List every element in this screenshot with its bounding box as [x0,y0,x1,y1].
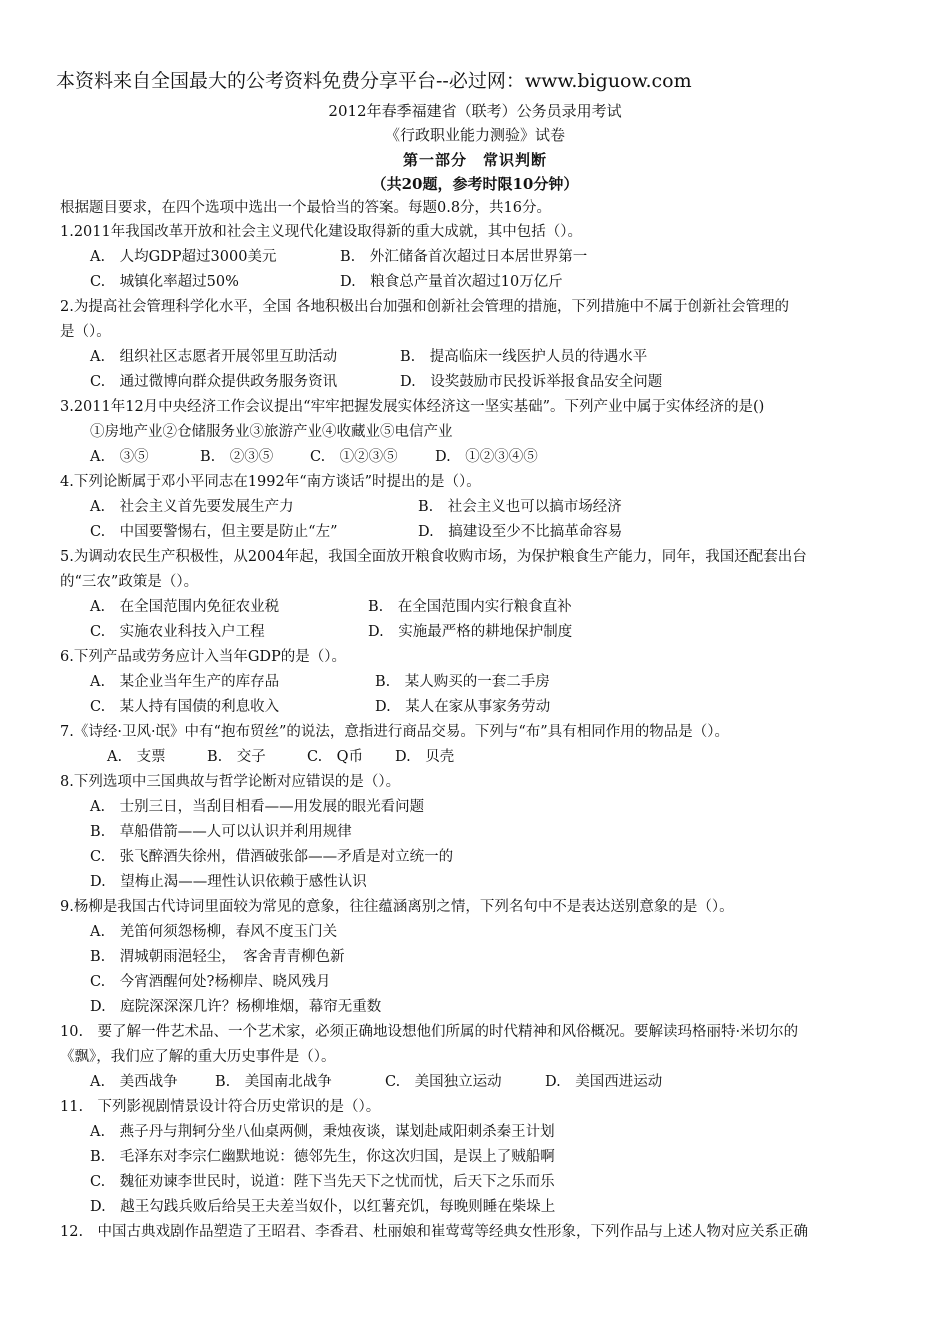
question-stem: 4.下列论断属于邓小平同志在1992年“南方谈话”时提出的是（）。 [60,474,481,490]
option-b: B. 提高临床一线医护人员的待遇水平 [400,349,648,365]
option-c: C. 城镇化率超过50% [90,274,239,290]
option-b: B. 在全国范围内实行粮食直补 [368,599,572,615]
question-stem-cont: ①房地产业②仓储服务业③旅游产业④收藏业⑤电信产业 [90,424,453,440]
option-a: A. 士别三日，当刮目相看——用发展的眼光看问题 [90,799,425,815]
option-a: A. 组织社区志愿者开展邻里互助活动 [90,349,338,365]
question-stem: 2.为提高社会管理科学化水平，全国 各地积极出台加强和创新社会管理的措施，下列措施中不属于创新社会管理的 [60,299,789,315]
source-line: 本资料来自全国最大的公考资料免费分享平台--必过网：www.biguow.com [56,70,692,92]
option-c: C. 某人持有国债的利息收入 [90,699,280,715]
option-c: C. Q币 [307,749,364,765]
question-stem: 10. 要了解一件艺术品、一个艺术家，必须正确地设想他们所属的时代精神和风俗概况。要解读玛格丽特·米切尔的 [60,1024,799,1040]
question-stem: 1.2011年我国改革开放和社会主义现代化建设取得新的重大成就，其中包括（）。 [60,224,582,240]
option-a: A. 美西战争 [90,1074,178,1090]
paper-title: 《行政职业能力测验》试卷 [384,126,565,144]
option-d: D. 望梅止渴——理性认识依赖于感性认识 [90,874,367,890]
option-b: B. 草船借箭——人可以认识并利用规律 [90,824,352,840]
option-d: D. 贝壳 [395,749,455,765]
option-d: D. 设奖鼓励市民投诉举报食品安全问题 [400,374,663,390]
option-c: C. 实施农业科技入户工程 [90,624,265,640]
option-d: D. 实施最严格的耕地保护制度 [368,624,573,640]
option-a: A. 在全国范围内免征农业税 [90,599,280,615]
option-c: C. 魏征劝谏李世民时，说道：陛下当先天下之忧而忧，后天下之乐而乐 [90,1174,555,1190]
option-a: A. 羌笛何须怨杨柳，春风不度玉门关 [90,924,338,940]
option-a: A. 某企业当年生产的库存品 [90,674,280,690]
question-stem-cont: 的“三农”政策是（）。 [60,574,199,590]
question-stem: 7.《诗经·卫风·氓》中有“抱布贸丝”的说法，意指进行商品交易。下列与“布”具有相同作用的物品是（）。 [60,724,729,740]
question-stem: 6.下列产品或劳务应计入当年GDP的是（）。 [60,649,347,665]
question-stem: 12. 中国古典戏剧作品塑造了王昭君、李香君、杜丽娘和崔莺莺等经典女性形象，下列作品与上述人物对应关系正确 [60,1224,809,1240]
question-stem: 3.2011年12月中央经济工作会议提出“牢牢把握发展实体经济这一坚实基础”。下列产业中属于实体经济的是() [60,399,765,415]
option-c: C. 张飞醉酒失徐州，借酒破张郃——矛盾是对立统一的 [90,849,454,865]
option-d: D. ①②③④⑤ [435,449,538,465]
section-title: 第一部分 常识判断 [402,151,547,169]
option-b: B. 渭城朝雨浥轻尘， 客舍青青柳色新 [90,949,345,965]
option-b: B. 某人购买的一套二手房 [375,674,550,690]
option-d: D. 某人在家从事家务劳动 [375,699,551,715]
question-stem-cont: 是（）。 [60,324,111,340]
option-d: D. 庭院深深深几许？杨柳堆烟，幕帘无重数 [90,999,382,1015]
option-a: A. 社会主义首先要发展生产力 [90,499,294,515]
question-stem: 5.为调动农民生产积极性，从2004年起，我国全面放开粮食收购市场，为保护粮食生产能力，同年，我国还配套出台 [60,549,807,565]
question-stem: 8.下列选项中三国典故与哲学论断对应错误的是（）。 [60,774,401,790]
option-b: B. 社会主义也可以搞市场经济 [418,499,622,515]
option-b: B. 毛泽东对李宗仁幽默地说：德邻先生，你这次归国，是误上了贼船啊 [90,1149,555,1165]
option-c: C. 今宵酒醒何处?杨柳岸、晓风残月 [90,974,331,990]
option-d: D. 越王勾践兵败后给吴王夫差当奴仆，以红薯充饥，每晚则睡在柴垛上 [90,1199,556,1215]
instructions: 根据题目要求，在四个选项中选出一个最恰当的答案。每题0.8分，共16分。 [60,200,552,216]
option-d: D. 美国西进运动 [545,1074,663,1090]
option-c: C. 中国要警惕右，但主要是防止“左” [90,524,338,540]
option-d: D. 搞建设至少不比搞革命容易 [418,524,623,540]
question-stem-cont: 《飘》，我们应了解的重大历史事件是（）。 [60,1049,336,1065]
option-c: C. 通过微博向群众提供政务服务资讯 [90,374,338,390]
option-a: A. ③⑤ [90,449,149,465]
option-a: A. 人均GDP超过3000美元 [90,249,277,265]
option-b: B. ②③⑤ [200,449,274,465]
option-c: C. 美国独立运动 [385,1074,502,1090]
option-c: C. ①②③⑤ [310,449,398,465]
option-a: A. 支票 [107,749,166,765]
option-a: A. 燕子丹与荆轲分坐八仙桌两侧，秉烛夜谈，谋划赴咸阳刺杀秦王计划 [90,1124,555,1140]
question-stem: 11. 下列影视剧情景设计符合历史常识的是（）。 [60,1099,381,1115]
question-stem: 9.杨柳是我国古代诗词里面较为常见的意象，往往蕴涵离别之情，下列名句中不是表达送别意象的是（）。 [60,899,734,915]
option-b: B. 美国南北战争 [215,1074,332,1090]
exam-title: 2012年春季福建省（联考）公务员录用考试 [328,102,622,120]
section-note: （共20题，参考时限10分钟） [371,175,579,193]
option-b: B. 交子 [207,749,266,765]
option-d: D. 粮食总产量首次超过10万亿斤 [340,274,563,290]
option-b: B. 外汇储备首次超过日本居世界第一 [340,249,588,265]
